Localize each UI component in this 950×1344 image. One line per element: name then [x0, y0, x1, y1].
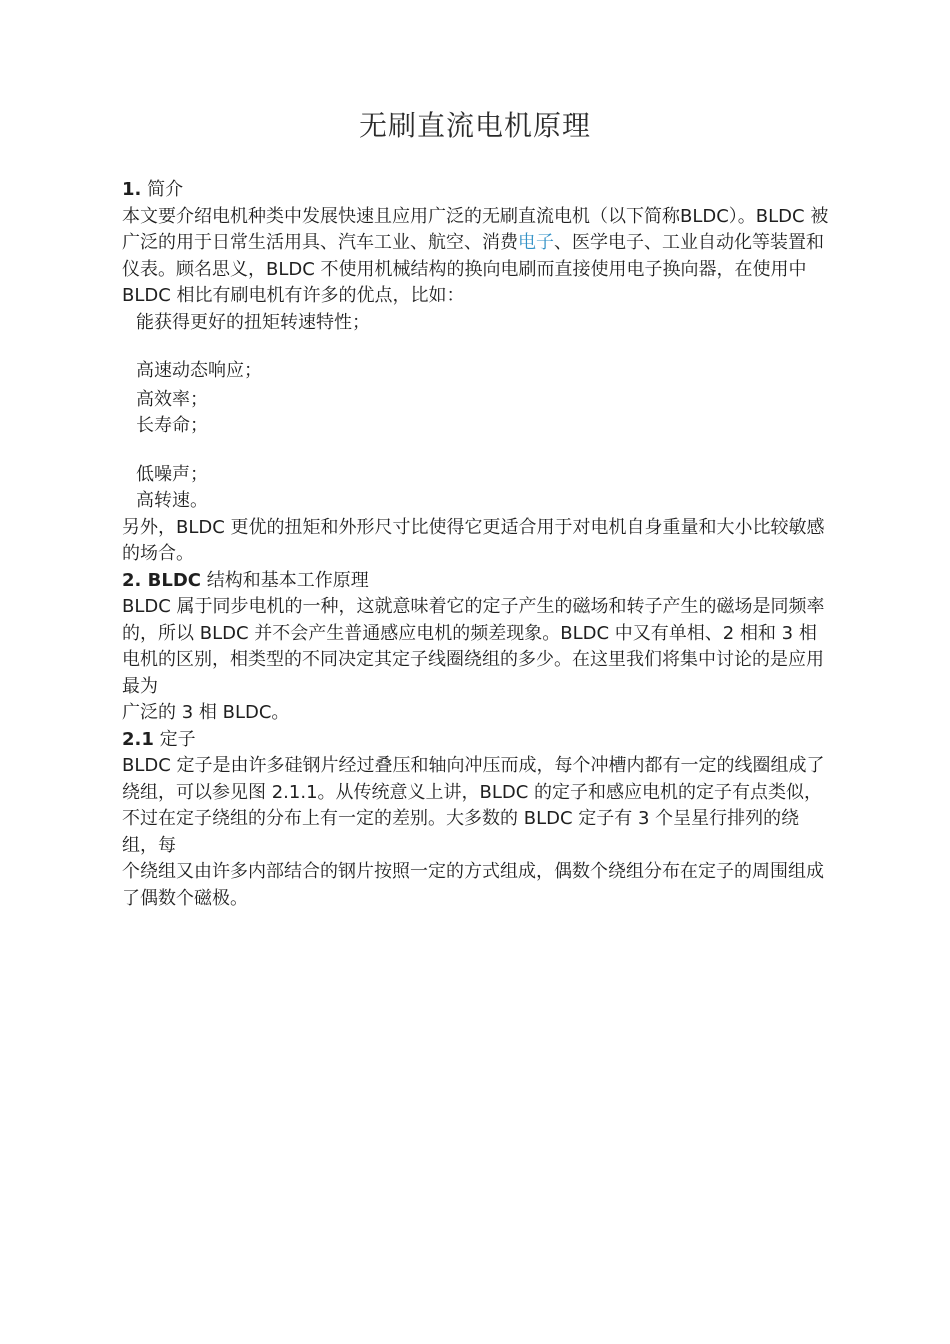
- electronics-link[interactable]: 电子: [518, 232, 554, 253]
- section-2-paragraph-2: 广泛的 3 相 BLDC。: [122, 702, 290, 723]
- section-2-label: 结构和基本工作原理: [200, 569, 369, 591]
- section-2-number: 2. BLDC: [122, 569, 201, 591]
- section-1-intro: [122, 204, 832, 310]
- section-1-heading: [122, 177, 832, 204]
- list-item: 高速动态响应；: [136, 360, 262, 381]
- list-item: 高转速。: [136, 490, 208, 511]
- list-item: 高效率；: [136, 388, 208, 410]
- intro-text-a: 本文要介绍电机种类中发展快速且应用广泛的无刷直流电机（以下简称BLDC）。BLDC 被广泛的用于日常生活用具、汽车工业、航空、消费: [122, 205, 829, 253]
- document-body: [122, 177, 832, 912]
- list-item: 长寿命；: [136, 415, 208, 436]
- page-title: 无刷直流电机原理: [358, 109, 591, 142]
- section-1-outro: 另外，BLDC 更优的扭矩和外形尺寸比使得它更适合用于对电机自身重量和大小比较敏感的场合。: [122, 516, 825, 564]
- section-2-1-label: 定子: [153, 728, 196, 750]
- section-2-1-number: 2.1: [122, 728, 154, 750]
- section-2-1-paragraph-2: 个绕组又由许多内部结合的钢片按照一定的方式组成，偶数个绕组分布在定子的周围组成了偶数个磁极。: [122, 861, 824, 909]
- section-2-heading: [122, 568, 832, 595]
- intro-text-b: 、医学电子、工业自动化等装置和仪表。顾名思义，BLDC 不使用机械结构的换向电刷而直接使用电子换向器，在使用中 BLDC 相比有刷电机有许多的优点，比如：: [122, 232, 824, 306]
- list-item: 低噪声；: [136, 463, 208, 485]
- section-2-1-heading: [122, 727, 832, 754]
- section-1-number: 1.: [122, 179, 142, 200]
- section-1-label: 简介: [141, 179, 184, 200]
- section-2-paragraph-1: BLDC 属于同步电机的一种，这就意味着它的定子产生的磁场和转子产生的磁场是同频率的，所以 BLDC 并不会产生普通感应电机的频差现象。BLDC 中又有单相、2 相和 3 相电机的区别，相类型的不同决定其定子线圈绕组的多少。在这里我们将集中讨论的是应用最为: [122, 596, 825, 697]
- section-2-1-paragraph-1: BLDC 定子是由许多硅钢片经过叠压和轴向冲压而成，每个冲槽内都有一定的线圈组成了绕组，可以参见图 2.1.1。从传统意义上讲，BLDC 的定子和感应电机的定子有点类似，不过在定子绕组的分布上有一定的差别。大多数的 BLDC 定子有 3 个呈星行排列的绕组，每: [122, 755, 825, 856]
- list-item: 能获得更好的扭矩转速特性；: [136, 311, 370, 333]
